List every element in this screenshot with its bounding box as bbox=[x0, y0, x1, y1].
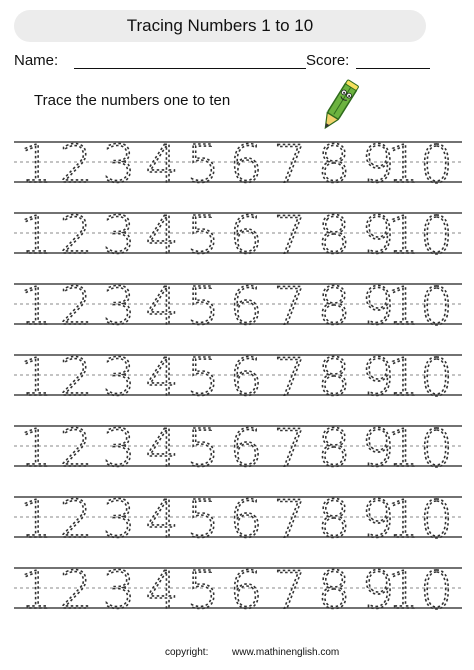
trace-digit: 5 bbox=[186, 348, 220, 403]
tracing-row bbox=[0, 418, 474, 474]
trace-digit: 10 bbox=[386, 561, 454, 616]
trace-digit: 8 bbox=[317, 277, 351, 332]
trace-digit: 1 bbox=[19, 135, 53, 190]
instruction-text: Trace the numbers one to ten bbox=[34, 92, 231, 109]
trace-digit: 2 bbox=[59, 135, 93, 190]
copyright-label: copyright: bbox=[165, 647, 209, 658]
trace-digit: 1 bbox=[19, 277, 53, 332]
tracing-row-canvas bbox=[0, 276, 474, 332]
trace-digit: 10 bbox=[386, 135, 454, 190]
tracing-row bbox=[0, 347, 474, 403]
trace-digit: 4 bbox=[145, 490, 179, 545]
trace-digit: 1 bbox=[19, 561, 53, 616]
trace-digit: 2 bbox=[59, 348, 93, 403]
trace-digit: 10 bbox=[386, 206, 454, 261]
trace-digit: 10 bbox=[386, 348, 454, 403]
tracing-row bbox=[0, 205, 474, 261]
trace-digit: 2 bbox=[59, 206, 93, 261]
score-label: Score: bbox=[306, 52, 350, 69]
trace-digit: 10 bbox=[386, 419, 454, 474]
trace-digit: 6 bbox=[229, 348, 263, 403]
trace-digit: 6 bbox=[229, 490, 263, 545]
trace-digit: 1 bbox=[19, 348, 53, 403]
pencil-icon bbox=[316, 78, 362, 141]
trace-digit: 5 bbox=[186, 561, 220, 616]
trace-digit: 3 bbox=[102, 135, 136, 190]
tracing-row bbox=[0, 134, 474, 190]
trace-digit: 3 bbox=[102, 561, 136, 616]
trace-digit: 2 bbox=[59, 277, 93, 332]
website-link[interactable]: www.mathinenglish.com bbox=[232, 647, 340, 658]
trace-digit: 2 bbox=[59, 561, 93, 616]
name-score-row bbox=[14, 52, 454, 74]
trace-digit: 9 bbox=[361, 419, 395, 474]
trace-digit: 1 bbox=[19, 419, 53, 474]
trace-digit: 7 bbox=[273, 277, 307, 332]
tracing-row-canvas bbox=[0, 134, 474, 190]
trace-digit: 8 bbox=[317, 348, 351, 403]
trace-digit: 8 bbox=[317, 490, 351, 545]
footer bbox=[0, 647, 474, 667]
trace-digit: 9 bbox=[361, 490, 395, 545]
trace-digit: 5 bbox=[186, 206, 220, 261]
trace-digit: 7 bbox=[273, 490, 307, 545]
name-label: Name: bbox=[14, 52, 59, 69]
trace-digit: 7 bbox=[273, 135, 307, 190]
trace-digit: 3 bbox=[102, 277, 136, 332]
trace-digit: 7 bbox=[273, 348, 307, 403]
trace-digit: 4 bbox=[145, 348, 179, 403]
trace-digit: 10 bbox=[386, 277, 454, 332]
trace-digit: 3 bbox=[102, 490, 136, 545]
trace-digit: 5 bbox=[186, 135, 220, 190]
trace-digit: 6 bbox=[229, 206, 263, 261]
trace-digit: 8 bbox=[317, 206, 351, 261]
trace-digit: 1 bbox=[19, 206, 53, 261]
trace-digit: 1 bbox=[19, 490, 53, 545]
trace-digit: 9 bbox=[361, 135, 395, 190]
trace-digit: 3 bbox=[102, 206, 136, 261]
trace-digit: 7 bbox=[273, 206, 307, 261]
tracing-row-canvas bbox=[0, 205, 474, 261]
score-field-line bbox=[356, 68, 430, 69]
trace-digit: 9 bbox=[361, 277, 395, 332]
trace-digit: 5 bbox=[186, 277, 220, 332]
trace-digit: 4 bbox=[145, 206, 179, 261]
trace-digit: 3 bbox=[102, 419, 136, 474]
trace-digit: 6 bbox=[229, 277, 263, 332]
tracing-row-canvas bbox=[0, 347, 474, 403]
tracing-row bbox=[0, 560, 474, 616]
trace-digit: 2 bbox=[59, 490, 93, 545]
trace-digit: 6 bbox=[229, 561, 263, 616]
trace-digit: 8 bbox=[317, 561, 351, 616]
page-title: Tracing Numbers 1 to 10 bbox=[14, 10, 426, 42]
tracing-row-canvas bbox=[0, 489, 474, 545]
trace-digit: 3 bbox=[102, 348, 136, 403]
trace-digit: 4 bbox=[145, 135, 179, 190]
tracing-row bbox=[0, 276, 474, 332]
tracing-row-canvas bbox=[0, 418, 474, 474]
trace-digit: 7 bbox=[273, 419, 307, 474]
trace-digit: 4 bbox=[145, 277, 179, 332]
trace-digit: 8 bbox=[317, 135, 351, 190]
trace-digit: 9 bbox=[361, 206, 395, 261]
trace-digit: 7 bbox=[273, 561, 307, 616]
trace-digit: 6 bbox=[229, 419, 263, 474]
trace-digit: 8 bbox=[317, 419, 351, 474]
trace-digit: 4 bbox=[145, 561, 179, 616]
trace-digit: 9 bbox=[361, 561, 395, 616]
tracing-row-canvas bbox=[0, 560, 474, 616]
trace-digit: 5 bbox=[186, 490, 220, 545]
tracing-row bbox=[0, 489, 474, 545]
trace-digit: 9 bbox=[361, 348, 395, 403]
trace-digit: 5 bbox=[186, 419, 220, 474]
trace-digit: 6 bbox=[229, 135, 263, 190]
name-field-line bbox=[74, 68, 306, 69]
trace-digit: 2 bbox=[59, 419, 93, 474]
trace-digit: 4 bbox=[145, 419, 179, 474]
trace-digit: 10 bbox=[386, 490, 454, 545]
